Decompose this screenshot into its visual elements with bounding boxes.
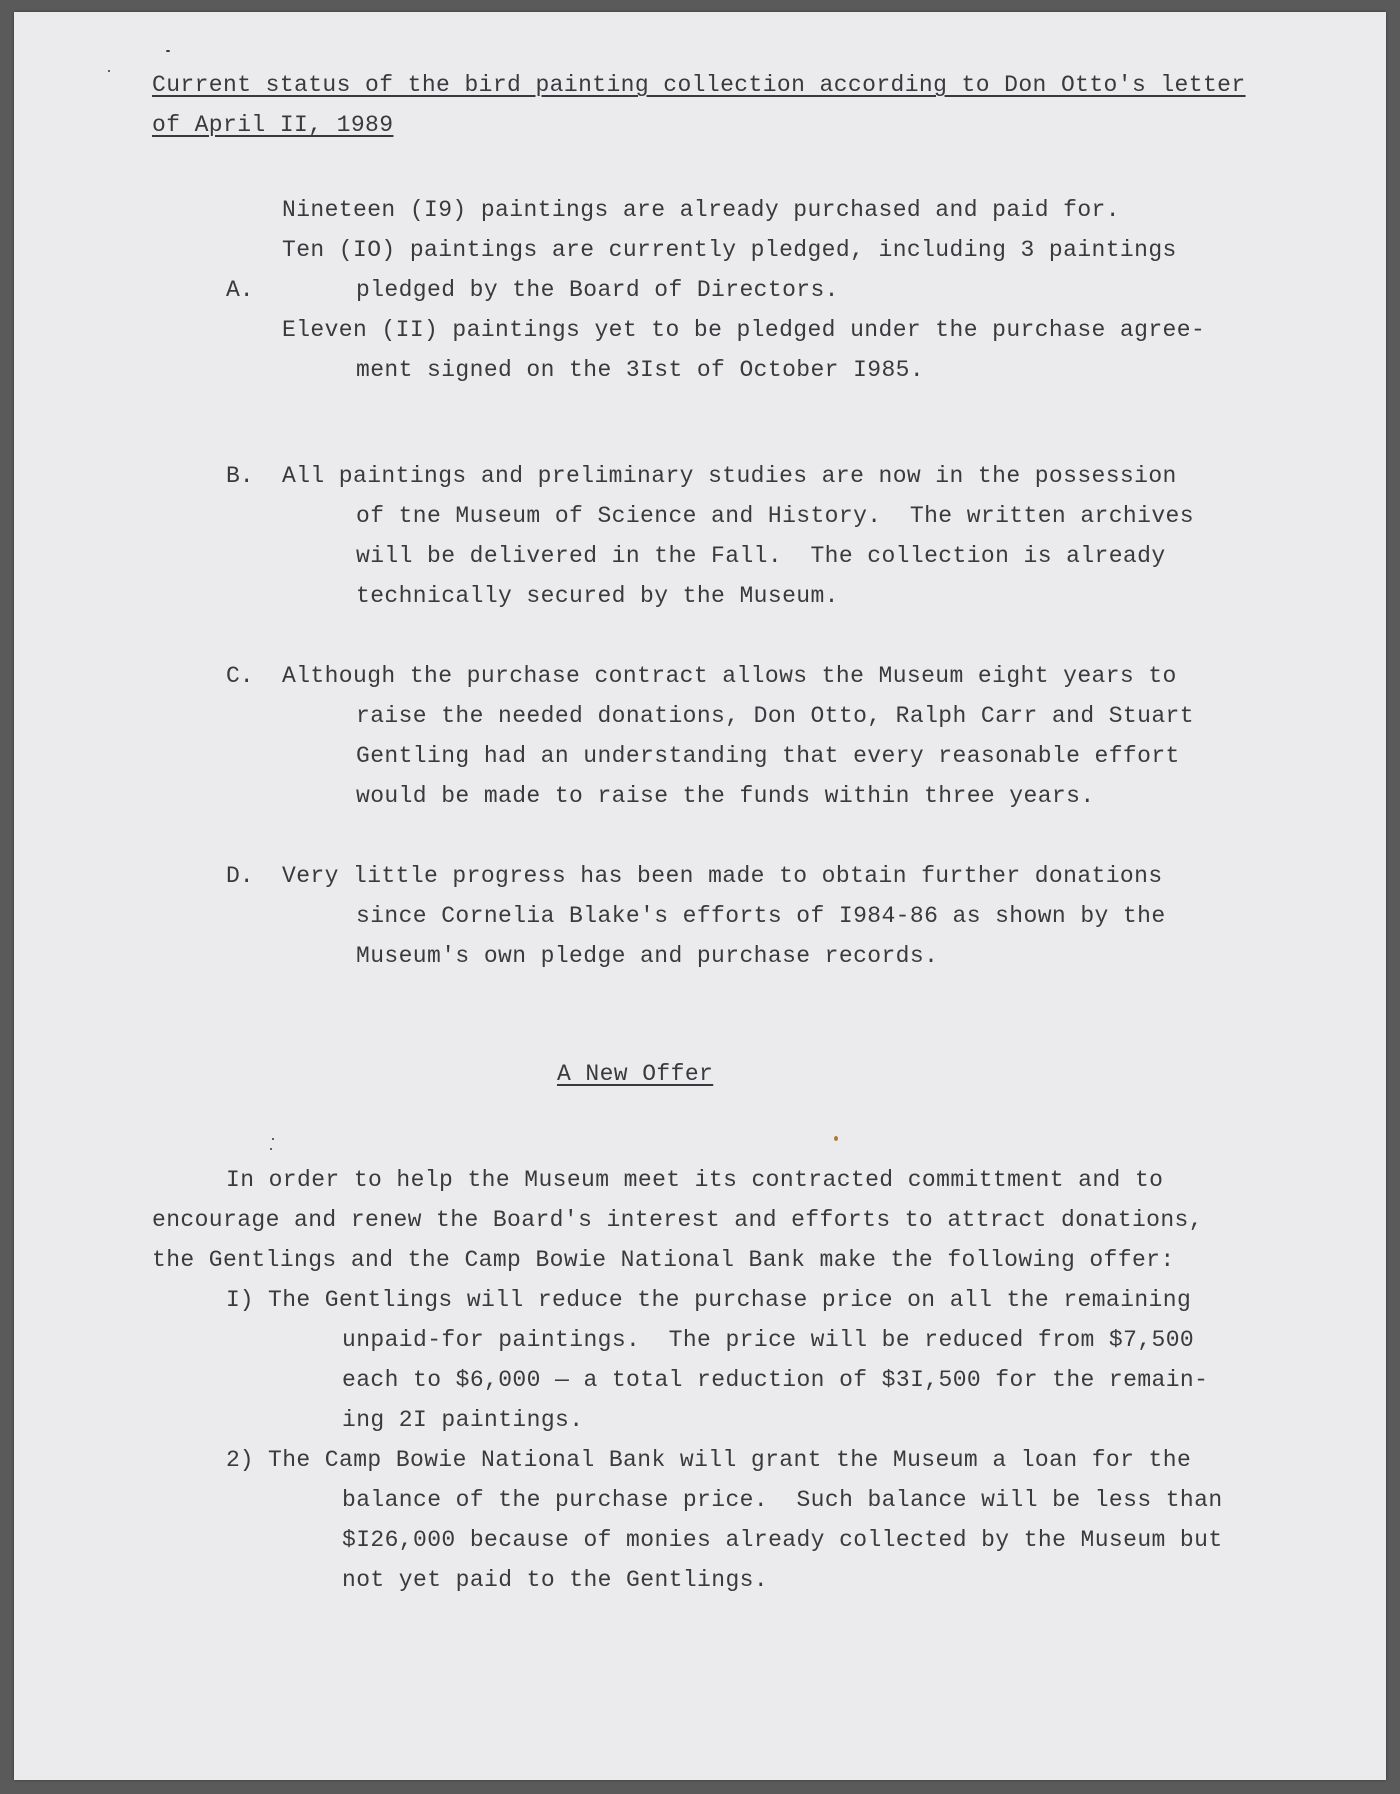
offer-item-1-marker: I): [226, 1287, 254, 1313]
section-d-line: since Cornelia Blake's efforts of I984-86 as shown by the: [356, 903, 1166, 929]
section-d-line: Museum's own pledge and purchase records.: [356, 943, 939, 969]
section-a-marker: A.: [226, 277, 254, 303]
offer-item-2-line: not yet paid to the Gentlings.: [342, 1567, 769, 1593]
title-line-1: Current status of the bird painting collection according to Don Otto's letter: [152, 72, 1246, 98]
section-c-marker: C.: [226, 663, 254, 689]
section-c-line: Gentling had an understanding that every reasonable effort: [356, 743, 1180, 769]
section-b-line: technically secured by the Museum.: [356, 583, 839, 609]
section-c-line: would be made to raise the funds within three years.: [356, 783, 1095, 809]
section-d-marker: D.: [226, 863, 254, 889]
offer-item-2-marker: 2): [226, 1447, 254, 1473]
new-offer-intro-line: encourage and renew the Board's interest and efforts to attract donations,: [152, 1207, 1203, 1233]
section-a-line: ment signed on the 3Ist of October I985.: [356, 357, 925, 383]
paper-speck: [108, 70, 110, 72]
section-c-line: Although the purchase contract allows the Museum eight years to: [282, 663, 1177, 689]
section-c-line: raise the needed donations, Don Otto, Ralph Carr and Stuart: [356, 703, 1194, 729]
new-offer-intro-line: the Gentlings and the Camp Bowie National Bank make the following offer:: [152, 1247, 1175, 1273]
section-a-line: Nineteen (I9) paintings are already purchased and paid for.: [282, 197, 1120, 223]
section-a-line: pledged by the Board of Directors.: [356, 277, 839, 303]
section-b-line: All paintings and preliminary studies are now in the possession: [282, 463, 1177, 489]
offer-item-2-line: balance of the purchase price. Such balance will be less than: [342, 1487, 1223, 1513]
section-b-line: of tne Museum of Science and History. The written archives: [356, 503, 1194, 529]
section-a-line: Ten (IO) paintings are currently pledged, including 3 paintings: [282, 237, 1177, 263]
offer-item-2-line: The Camp Bowie National Bank will grant the Museum a loan for the: [268, 1447, 1192, 1473]
section-d-line: Very little progress has been made to obtain further donations: [282, 863, 1163, 889]
paper-speck: [166, 50, 170, 52]
section-b-marker: B.: [226, 463, 254, 489]
paper-speck: [834, 1136, 838, 1141]
offer-item-2-line: $I26,000 because of monies already collected by the Museum but: [342, 1527, 1223, 1553]
title-line-2: of April II, 1989: [152, 112, 394, 138]
paper-speck: [270, 1148, 272, 1150]
section-b-line: will be delivered in the Fall. The collection is already: [356, 543, 1166, 569]
offer-item-1-line: ing 2I paintings.: [342, 1407, 584, 1433]
new-offer-heading: A New Offer: [557, 1061, 714, 1087]
section-a-line: Eleven (II) paintings yet to be pledged under the purchase agree-: [282, 317, 1206, 343]
offer-item-1-line: The Gentlings will reduce the purchase price on all the remaining: [268, 1287, 1192, 1313]
document-page: [14, 12, 1386, 1780]
offer-item-1-line: each to $6,000 — a total reduction of $3I,500 for the remain-: [342, 1367, 1209, 1393]
offer-item-1-line: unpaid-for paintings. The price will be reduced from $7,500: [342, 1327, 1195, 1353]
paper-speck: [272, 1138, 274, 1140]
new-offer-intro-line: In order to help the Museum meet its contracted committment and to: [226, 1167, 1164, 1193]
